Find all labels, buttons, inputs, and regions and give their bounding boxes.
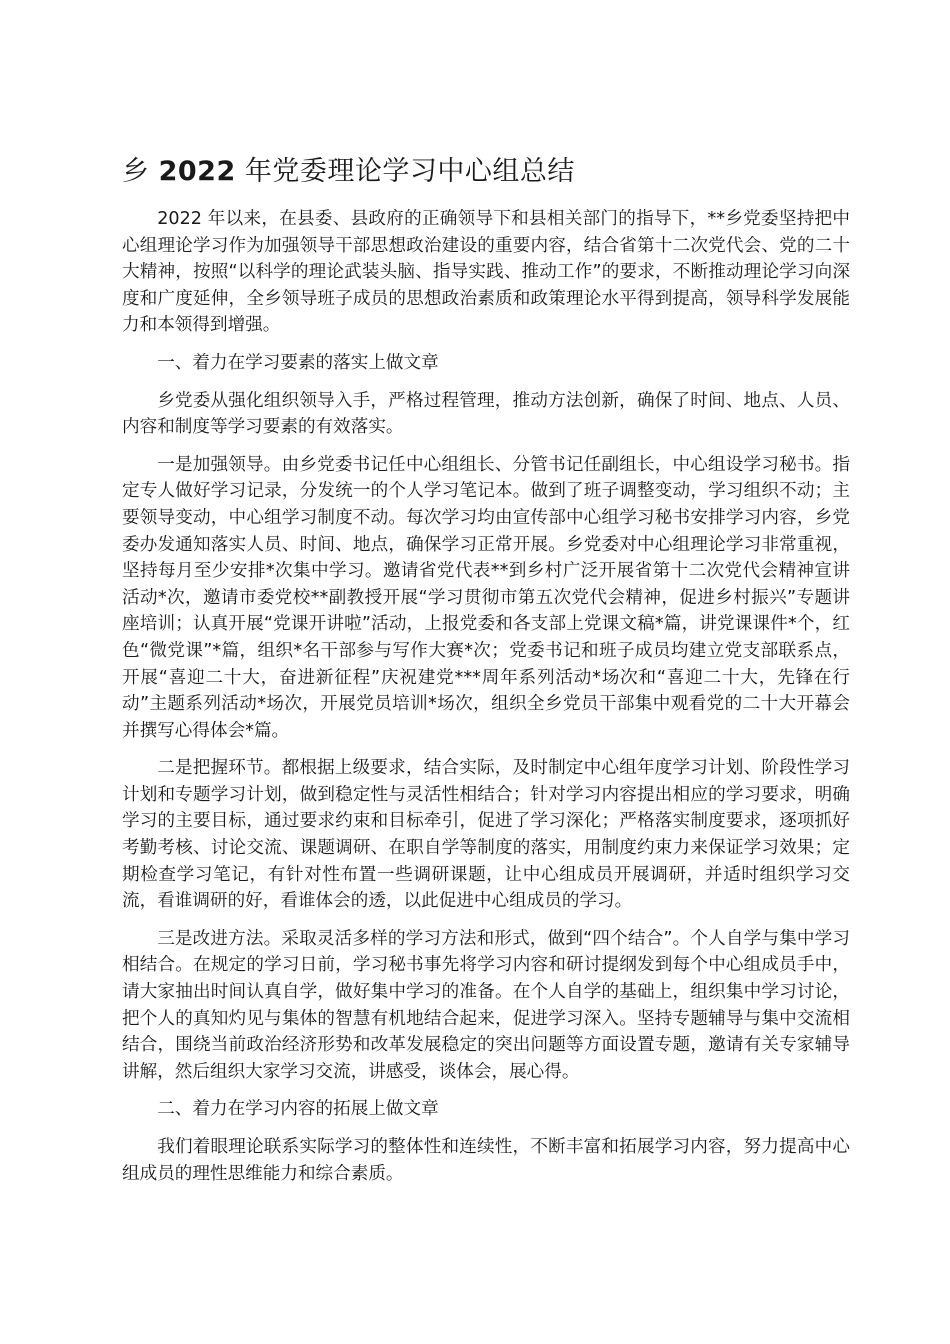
paragraph-improve-methods: 三是改进方法。采取灵活多样的学习方法和形式，做到“四个结合”。个人自学与集中学习相结合。在规定的学习日前，学习秘书事先将学习内容和研讨提纲发到每个中心组成员手中，请大家抽出时间认真自学，做好集中学习的准备。在个人自学的基础上，组织集中学习讨论，把个人的真知灼见与集体的智慧有机地结合起来，促进学习深入。坚持专题辅导与集中交流相结合，围绕当前政治经济形势和改革发展稳定的突出问题等方面设置专题，邀请有关专家辅导讲解，然后组织大家学习交流，讲感受，谈体会，展心得。 <box>122 928 850 1082</box>
paragraph-section-2-intro: 我们着眼理论联系实际学习的整体性和连续性，不断丰富和拓展学习内容，努力提高中心组成员的理性思维能力和综合素质。 <box>122 1137 850 1184</box>
paragraph-grasp-links: 二是把握环节。都根据上级要求，结合实际，及时制定中心组年度学习计划、阶段性学习计划和专题学习计划，做到稳定性与灵活性相结合；针对学习内容提出相应的学习要求，明确学习的主要目标，通过要求约束和目标牵引，促进了学习深化；严格落实制度要求，逐项抓好考勤考核、讨论交流、课题调研、在职自学等制度的落实，用制度约束力来保证学习效果；定期检查学习笔记，有针对性布置一些调研课题，让中心组成员开展调研，并适时组织学习交流，看谁调研的好，看谁体会的透，以此促进中心组成员的学习。 <box>122 758 850 912</box>
title-prefix: 乡 <box>122 156 159 187</box>
section-heading-1: 一、着力在学习要素的落实上做文章 <box>157 352 439 373</box>
paragraph-section-1-intro: 乡党委从强化组织领导入手，严格过程管理，推动方法创新，确保了时间、地点、人员、内容和制度等学习要素的有效落实。 <box>122 390 850 438</box>
title-year: 2022 <box>158 156 236 187</box>
paragraph-strengthen-leadership: 一是加强领导。由乡党委书记任中心组组长、分管书记任副组长，中心组设学习秘书。指定专人做好学习记录，分发统一的个人学习笔记本。做到了班子调整变动，学习组织不动；主要领导变动，中心组学习制度不动。每次学习均由宣传部中心组学习秘书安排学习内容，乡党委办发通知落实人员、时间、地点，确保学习正常开展。乡党委对中心组理论学习非常重视，坚持每月至少安排*次集中学习。邀请省党代表**到乡村广泛开展省第十二次党代会精神宣讲活动*次，邀请市委党校**副教授开展“学习贯彻市第五次党代会精神，促进乡村振兴”专题讲座培训；认真开展“党课开讲啦”活动，上报党委和各支部上党课文稿*篇，讲党课课件*个，红色“微党课”*篇，组织*名干部参与写作大赛*次；党委书记和班子成员均建立党支部联系点，开展“喜迎二十大，奋进新征程”庆祝建党***周年系列活动*场次和“喜迎二十大，先锋在行动”主题系列活动*场次，开展党员培训*场次，组织全乡党员干部集中观看党的二十大开幕会并撰写心得体会*篇。 <box>122 454 850 741</box>
title-suffix: 年党委理论学习中心组总结 <box>235 156 575 187</box>
document-title <box>122 152 842 192</box>
section-heading-2: 二、着力在学习内容的拓展上做文章 <box>157 1099 439 1120</box>
paragraph-intro: 2022 年以来，在县委、县政府的正确领导下和县相关部门的指导下，**乡党委坚持把中心组理论学习作为加强领导干部思想政治建设的重要内容，结合省第十二次党代会、党的二十大精神，按照“以科学的理论武装头脑、指导实践、推动工作”的要求，不断推动理论学习向深度和广度延伸，全乡领导班子成员的思想政治素质和政策理论水平得到提高，领导科学发展能力和本领得到增强。 <box>122 209 850 336</box>
document-body <box>122 206 850 1198</box>
